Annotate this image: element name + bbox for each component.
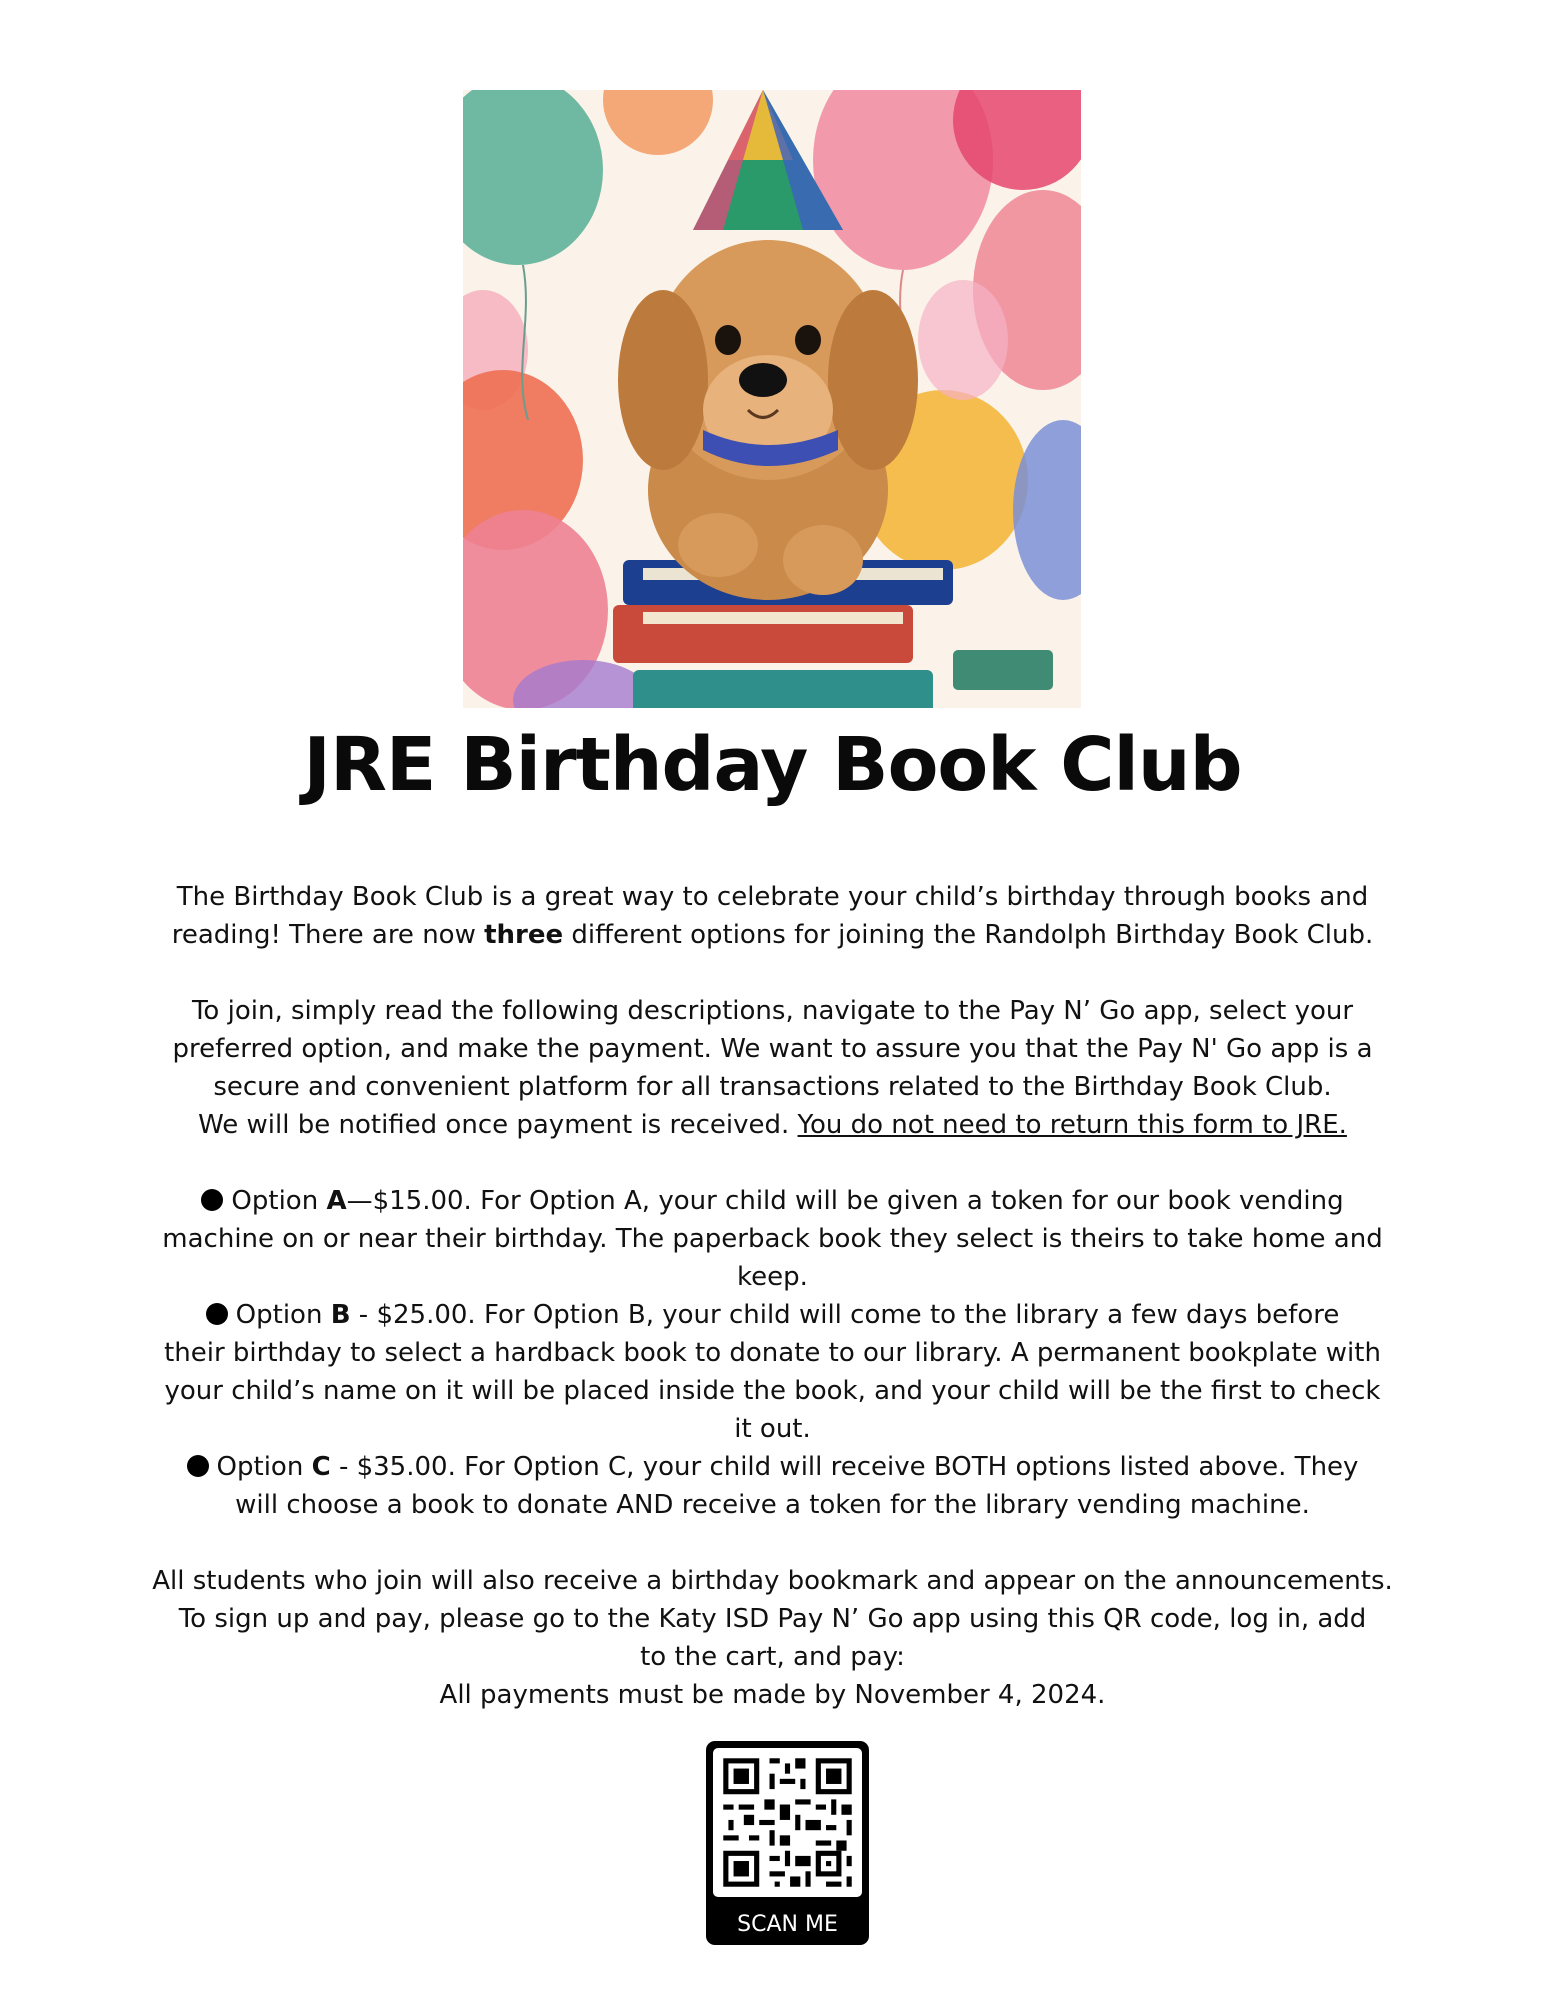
closing-line-2: To sign up and pay, please go to the Katy ISD Pay N’ Go app using this QR code, log in, add — [178, 1604, 1367, 1634]
page-title: JRE Birthday Book Club — [303, 722, 1242, 808]
option-b-line-1: - $25.00. For Option B, your child will come to the library a few days before — [350, 1300, 1340, 1330]
closing-line-3: to the cart, and pay: — [640, 1642, 905, 1672]
join-line-1: To join, simply read the following descriptions, navigate to the Pay N’ Go app, select your — [191, 996, 1354, 1026]
option-b — [100, 1296, 1445, 1334]
option-b-prefix: Option — [235, 1300, 331, 1330]
join-line-3: secure and convenient platform for all transactions related to the Birthday Book Club. — [213, 1072, 1332, 1102]
bullet-icon — [206, 1303, 228, 1325]
body-text — [100, 878, 1445, 1714]
option-a-letter: A — [326, 1186, 347, 1216]
hero-illustration — [463, 90, 1081, 708]
option-a-line-1: —$15.00. For Option A, your child will be given a token for our book vending — [346, 1186, 1344, 1216]
join-line-4-prefix: We will be notified once payment is received. — [198, 1110, 798, 1140]
option-c-prefix: Option — [216, 1452, 312, 1482]
option-a-line-2: machine on or near their birthday. The paperback book they select is theirs to take home and — [162, 1224, 1383, 1254]
intro-line-1: The Birthday Book Club is a great way to celebrate your child’s birthday through books and — [176, 882, 1369, 912]
scan-me-label: SCAN ME — [737, 1912, 838, 1937]
option-c — [100, 1448, 1445, 1486]
join-line-2: preferred option, and make the payment. We want to assure you that the Pay N' Go app is a — [172, 1034, 1373, 1064]
closing-line-1: All students who join will also receive a birthday bookmark and appear on the announcements. — [152, 1566, 1393, 1596]
intro-line-2-suffix: different options for joining the Randolph Birthday Book Club. — [563, 920, 1374, 950]
option-c-line-1: - $35.00. For Option C, your child will receive BOTH options listed above. They — [330, 1452, 1359, 1482]
intro-line-2-prefix: reading! There are now — [171, 920, 485, 950]
option-a — [100, 1182, 1445, 1220]
option-b-line-3: your child’s name on it will be placed inside the book, and your child will be the first to check — [164, 1376, 1381, 1406]
join-line-4 — [100, 1106, 1445, 1144]
option-b-line-4: it out. — [734, 1414, 811, 1444]
option-c-letter: C — [311, 1452, 331, 1482]
option-b-line-2: their birthday to select a hardback book to donate to our library. A permanent bookplate with — [164, 1338, 1381, 1368]
qr-code[interactable] — [706, 1741, 869, 1945]
intro-emphasis: three — [484, 920, 564, 950]
qr-code-icon — [713, 1748, 862, 1897]
option-b-letter: B — [330, 1300, 351, 1330]
puppy-illustration — [463, 90, 1081, 708]
no-return-note: You do not need to return this form to JRE. — [797, 1110, 1347, 1140]
qr-code-matrix — [713, 1748, 862, 1897]
intro-line-2 — [100, 916, 1445, 954]
option-a-line-3: keep. — [737, 1262, 808, 1292]
option-c-line-2: will choose a book to donate AND receive a token for the library vending machine. — [235, 1490, 1310, 1520]
option-a-prefix: Option — [231, 1186, 327, 1216]
bullet-icon — [201, 1189, 223, 1211]
bullet-icon — [187, 1455, 209, 1477]
closing-line-4: All payments must be made by November 4, 2024. — [439, 1680, 1106, 1710]
